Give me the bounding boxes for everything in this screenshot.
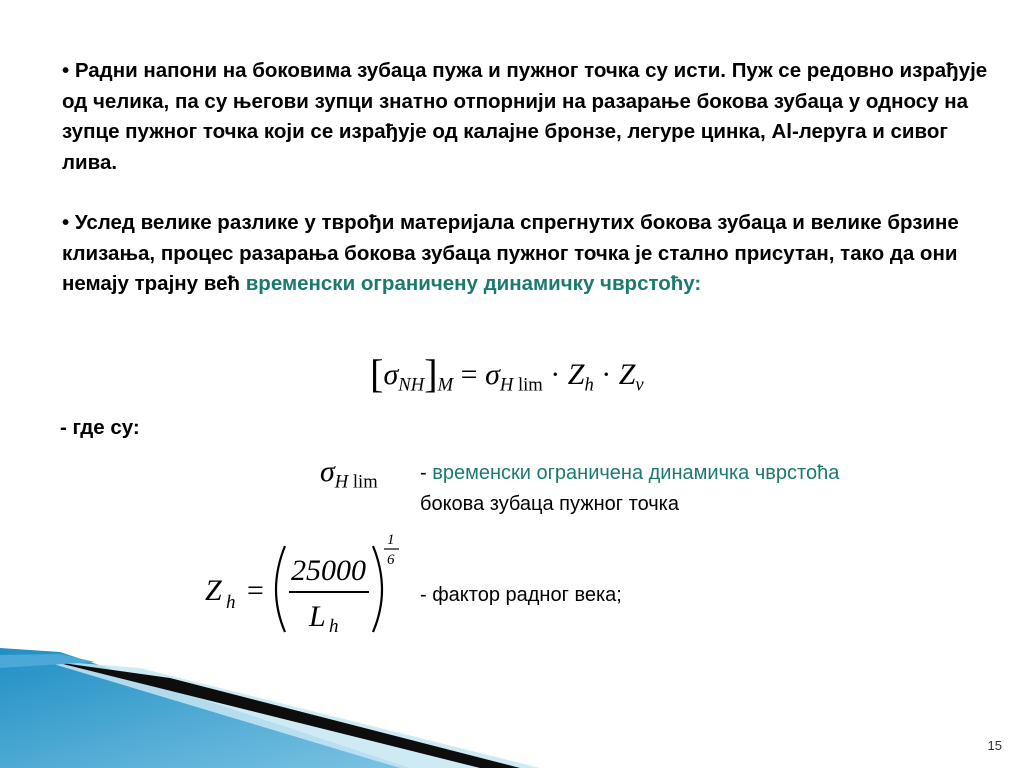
definition-sigma-hlim: - временски ограничена динамичка чврстоћа бокова зубаца пужног точка [420, 462, 840, 515]
left-paren [276, 546, 285, 632]
bullet-2-text: • Услед велике разлике у тврођи материјала спрегнутих бокова зубаца и велике брзине клизања, процес разарања бокова зубаца пужног точка је стално присутан, тако да они немају трајну већ [62, 211, 959, 295]
bullet-paragraph-1 [62, 56, 992, 178]
svg-text:h: h [226, 592, 236, 613]
main-formula: $[\sigma_{NH}]_M = \sigma_{H lim} \cdot Z_h \cdot Z_v$ [370, 351, 644, 396]
zh-formula [205, 528, 415, 633]
svg-text:L: L [309, 600, 326, 633]
definition-highlight: временски ограничена динамичка чврстоћа [432, 462, 840, 484]
svg-text:h: h [329, 616, 339, 633]
svg-text:Z: Z [205, 574, 222, 607]
svg-text:1: 1 [387, 532, 395, 548]
right-paren [373, 546, 382, 632]
where-label: - где су: [60, 416, 140, 439]
bullet-1-text: • Радни напони на боковима зубаца пужа и пужног точка су исти. Пуж се редовно израђује од челика, па су његови зупци знатно отпорнији на разарање бокова зубаца у односу на зупце пужног точка који се израђује од калајне бронзе, легуре цинка, Al-леруга и сивог лива. [62, 59, 988, 174]
page-number: 15 [987, 738, 1002, 753]
bullet-paragraph-2 [62, 208, 992, 300]
definition-zh: - фактор радног века; [420, 584, 622, 606]
svg-text:6: 6 [387, 552, 395, 568]
svg-text:25000: 25000 [291, 554, 366, 587]
svg-text:=: = [245, 574, 266, 607]
sigma-hlim-symbol: $\sigma_{H lim}$ [320, 455, 378, 493]
bullet-2-highlight: временски ограничену динамичку чврстоћу: [245, 272, 702, 295]
